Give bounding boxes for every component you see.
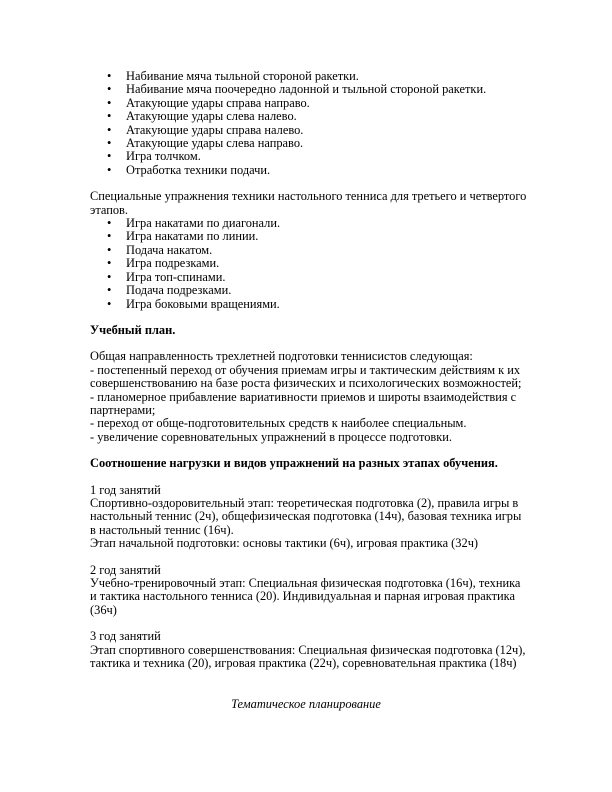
special-exercises-paragraph: Специальные упражнения техники настольного тенниса для третьего и четвертого этапов. <box>90 189 527 217</box>
list-item: • Подача подрезками. <box>107 283 232 298</box>
list-item: • Отработка техники подачи. <box>107 162 271 177</box>
year-title: 3 год занятий <box>90 629 161 644</box>
list-item: • Игра топ-спинами. <box>107 269 226 284</box>
list-item: • Атакующие удары справа налево. <box>107 122 304 137</box>
direction-item: - переход от обще-подготовительных средств к наиболее специальным. <box>90 416 467 431</box>
bullet: • <box>107 162 112 177</box>
list-item: • Атакующие удары слева направо. <box>107 136 304 151</box>
list-item: • Атакующие удары справа направо. <box>107 95 310 110</box>
year-title: 2 год занятий <box>90 562 161 577</box>
bullet: • <box>107 69 112 83</box>
exercise-list-advanced <box>90 217 530 311</box>
list-item: • Игра накатами по диагонали. <box>107 216 281 231</box>
year-text: Учебно-тренировочный этап: Специальная физическая подготовка (16ч), техника и тактика настольного тенниса (20). Индивидуальная и парная игровая практика (36ч) <box>90 576 521 617</box>
list-item: • Игра толчком. <box>107 149 201 164</box>
direction-item: - увеличение соревновательных упражнений в процессе подготовки. <box>90 429 453 444</box>
bullet: • <box>107 216 112 231</box>
year-block-3 <box>90 630 530 670</box>
list-item: • Игра подрезками. <box>107 256 220 271</box>
bullet: • <box>107 95 112 110</box>
bullet: • <box>107 296 112 311</box>
year-block-2 <box>90 564 530 618</box>
bullet: • <box>107 149 112 164</box>
document-body <box>90 70 530 670</box>
year-title: 1 год занятий <box>90 482 161 497</box>
list-item: • Подача накатом. <box>107 242 213 257</box>
footer-section-title: Тематическое планирование <box>231 697 381 711</box>
direction-item: - планомерное прибавление вариативности приемов и широты взаимодействия с партнерами; <box>90 389 517 417</box>
exercise-list-basic <box>90 70 530 177</box>
list-item: • Набивание мяча тыльной стороной ракетки. <box>107 69 359 83</box>
section-heading-plan: Учебный план. <box>90 322 176 337</box>
training-direction-block <box>90 350 530 444</box>
bullet: • <box>107 269 112 284</box>
year-block-1 <box>90 484 530 551</box>
bullet: • <box>107 109 112 124</box>
direction-intro: Общая направленность трехлетней подготовки теннисистов следующая: <box>90 349 473 364</box>
list-item: • Атакующие удары слева налево. <box>107 109 297 124</box>
year-text: Этап начальной подготовки: основы тактики (6ч), игровая практика (32ч) <box>90 536 479 551</box>
bullet: • <box>107 242 112 257</box>
bullet: • <box>107 136 112 151</box>
bullet: • <box>107 283 112 298</box>
list-item: • Игра боковыми вращениями. <box>107 296 280 311</box>
bullet: • <box>107 229 112 244</box>
year-text: Спортивно-оздоровительный этап: теоретическая подготовка (2), правила игры в настольный теннис (2ч), общефизическая подготовка (14ч), базовая техника игры в настольный теннис (16ч). <box>90 495 522 537</box>
bullet: • <box>107 122 112 137</box>
year-text: Этап спортивного совершенствования: Специальная физическая подготовка (12ч), тактика и техника (20), игровая практика (22ч), соревновательная практика (18ч) <box>90 642 526 671</box>
bullet: • <box>107 256 112 271</box>
list-item: • Игра накатами по линии. <box>107 229 259 244</box>
direction-item: - постепенный переход от обучения приемам игры и тактическим действиям к их совершенствованию на базе роста физических и психологических возможностей; <box>90 362 522 391</box>
bullet: • <box>107 82 112 97</box>
list-item: • Набивание мяча поочередно ладонной и тыльной стороной ракетки. <box>107 82 487 97</box>
section-heading-ratio: Соотношение нагрузки и видов упражнений на разных этапах обучения. <box>90 456 498 471</box>
